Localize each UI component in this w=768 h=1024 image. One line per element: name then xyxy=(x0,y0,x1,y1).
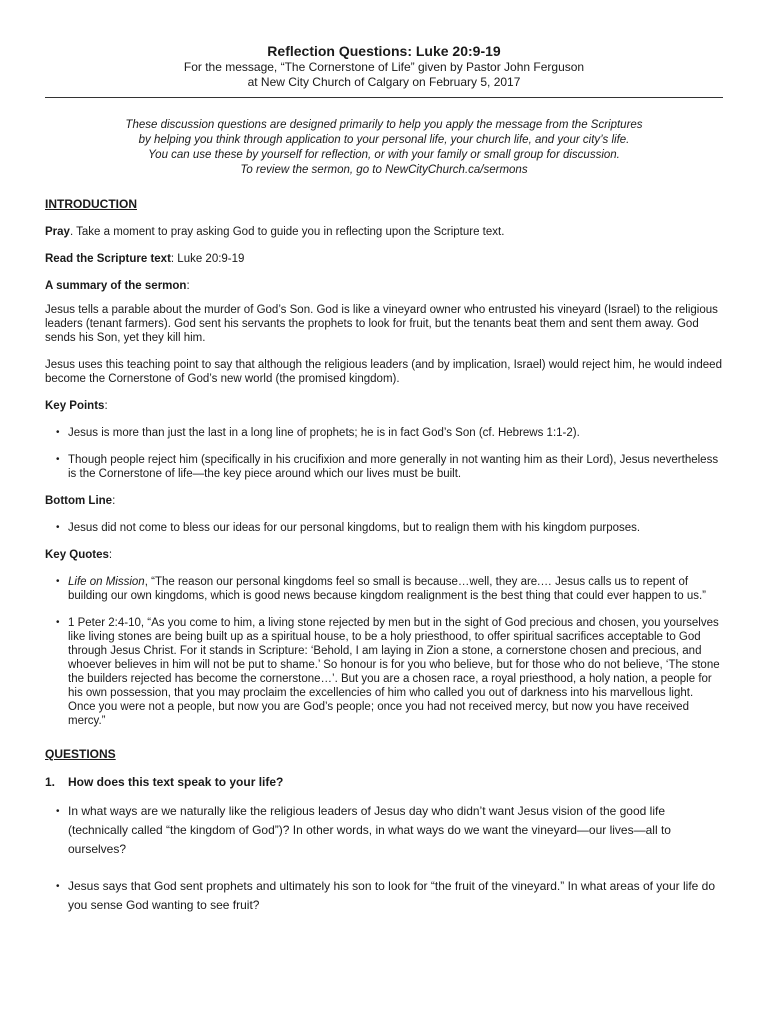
document-subtitle-line-1: For the message, “The Cornerstone of Life” given by Pastor John Ferguson xyxy=(183,60,585,74)
quote-source: Life on Mission xyxy=(68,576,145,588)
question-prompt-item: • In what ways are we naturally like the religious leaders of Jesus day who didn’t want Jesus vision of the good life (technically called “the kingdom of God”)? In other words, in what ways do we want the vineyard—our lives—all to ourselves? xyxy=(45,802,723,859)
summary-paragraph-1: Jesus tells a parable about the murder of God’s Son. God is like a vineyard owner who entrusted his vineyard (Israel) to the religious leaders (tenant farmers). God sent his servants the prophets to look for fruit, but the tenants beat them and sent them away. God sends his Son, yet they kill him. xyxy=(45,304,718,344)
header-divider xyxy=(45,97,723,98)
key-points-heading xyxy=(45,399,723,413)
question-1-prompts xyxy=(45,802,723,915)
bottom-line-label: Bottom Line xyxy=(45,495,113,507)
bottom-line-colon: : xyxy=(112,495,116,507)
quote-text: , “The reason our personal kingdoms feel so small is because…well, they are.… Jesus calls us to repent of building our own kingdoms, which is good news because kingdom realignment is the best thing that could ever happen to us.” xyxy=(68,576,706,602)
read-scripture-text: : Luke 20:9-19 xyxy=(170,253,245,265)
key-point-item: • Though people reject him (specifically in his crucifixion and more generally in not wanting him as their Lord), Jesus nevertheless is the Cornerstone of life—the key piece around which our lives must be built. xyxy=(45,453,723,481)
bottom-line-heading xyxy=(45,494,723,508)
key-point-item: • Jesus is more than just the last in a long line of prophets; he is in fact God’s Son (cf. Hebrews 1:1-2). xyxy=(45,426,723,440)
question-prompt-item: • Jesus says that God sent prophets and ultimately his son to look for “the fruit of the vineyard.” In what areas of your life do you sense God wanting to see fruit? xyxy=(45,877,723,915)
question-number: 1. xyxy=(45,775,56,789)
pray-label: Pray xyxy=(45,226,70,238)
key-quotes-colon: : xyxy=(108,549,113,561)
pray-text: . Take a moment to pray asking God to guide you in reflecting upon the Scripture text. xyxy=(69,226,505,238)
key-quotes-list xyxy=(45,575,723,728)
intro-line-3: You can use these by yourself for reflection, or with your family or small group for discussion. xyxy=(148,149,620,161)
key-quote-item: • 1 Peter 2:4-10, “As you come to him, a living stone rejected by men but in the sight of God precious and chosen, you yourselves like living stones are being built up as a spiritual house, to be a holy priesthood, to offer spiritual sacrifices acceptable to God through Jesus Christ. For it stands in Scripture: ‘Behold, I am laying in Zion a stone, a cornerstone chosen and precious, and whoever believes in him will not be put to shame.’ So honour is for you who believe, but for those who do not believe, ‘The stone the builders rejected has become the cornerstone…’. But you are a chosen race, a royal priesthood, a holy nation, a people for his own possession, that you may proclaim the excellencies of him who called you out of darkness into his marvellous light. Once you were not a people, but now you are God’s people; once you had not received mercy, but now you have received mercy.” xyxy=(45,616,723,728)
question-text: How does this text speak to your life? xyxy=(68,775,284,789)
key-quote-item xyxy=(45,575,723,603)
summary-paragraph-2: Jesus uses this teaching point to say that although the religious leaders (and by implication, Israel) would reject him, he would indeed become the Cornerstone of God’s new world (the promised kingdom). xyxy=(45,359,722,385)
summary-heading xyxy=(45,279,723,293)
pray-paragraph xyxy=(45,225,723,239)
read-scripture-paragraph xyxy=(45,252,723,266)
key-points-label: Key Points xyxy=(45,400,105,412)
document-title: Reflection Questions: Luke 20:9-19 xyxy=(267,43,501,59)
key-points-colon: : xyxy=(104,400,108,412)
question-1 xyxy=(45,774,723,790)
summary-colon: : xyxy=(186,280,190,292)
bottom-line-item: • Jesus did not come to bless our ideas for our personal kingdoms, but to realign them with his kingdom purposes. xyxy=(45,521,723,535)
intro-line-1: These discussion questions are designed primarily to help you apply the message from the Scriptures xyxy=(125,119,643,131)
intro-note xyxy=(45,118,723,178)
intro-line-4: To review the sermon, go to NewCityChurch.ca/sermons xyxy=(240,164,528,176)
document-page xyxy=(45,42,723,915)
bottom-line-list xyxy=(45,521,723,535)
read-scripture-label: Read the Scripture text xyxy=(45,253,171,265)
document-subtitle-line-2: at New City Church of Calgary on February 5, 2017 xyxy=(247,75,521,89)
intro-line-2: by helping you think through application to your personal life, your church life, and your city’s life. xyxy=(138,134,630,146)
key-points-list xyxy=(45,426,723,481)
key-quotes-label: Key Quotes xyxy=(45,549,109,561)
key-quotes-heading xyxy=(45,548,723,562)
questions-heading: QUESTIONS xyxy=(45,747,116,761)
introduction-heading: INTRODUCTION xyxy=(45,197,137,211)
summary-label: A summary of the sermon xyxy=(45,280,187,292)
